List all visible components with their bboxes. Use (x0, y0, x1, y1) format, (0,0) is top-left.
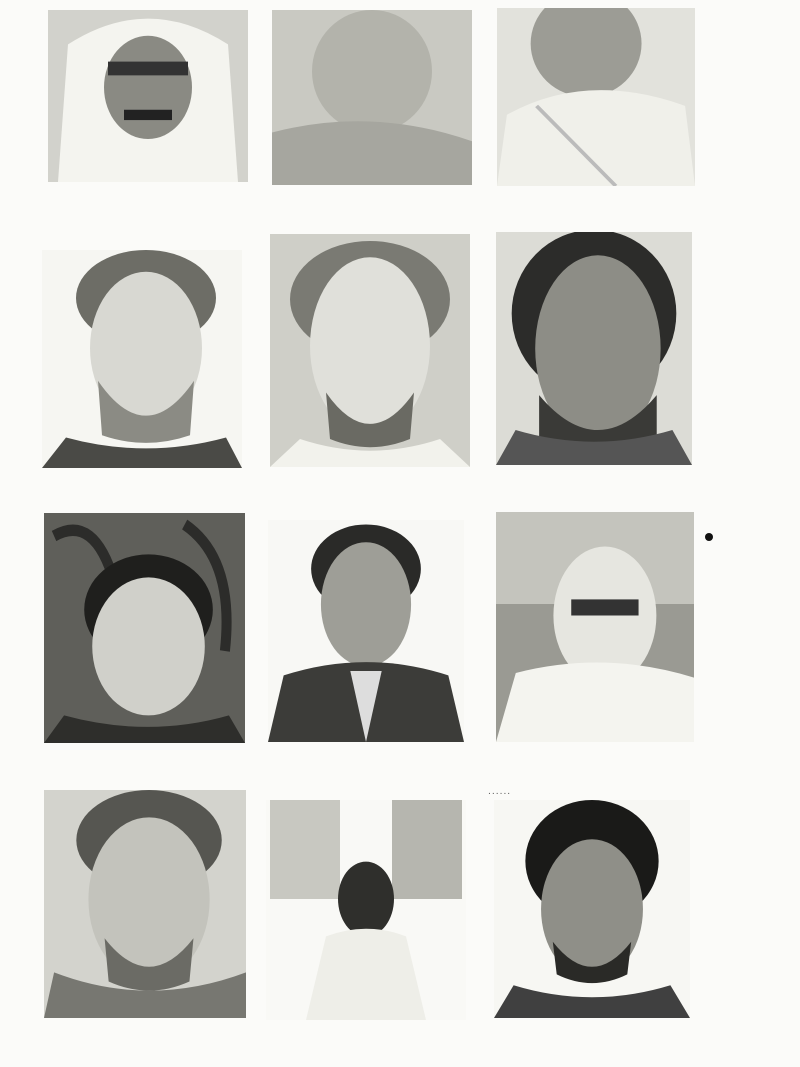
portrait-photo (270, 234, 470, 467)
portrait-photo (497, 8, 695, 186)
portrait-photo (44, 513, 245, 743)
portrait-photo (268, 520, 464, 742)
portrait-photo (494, 800, 690, 1018)
portrait-photo (42, 250, 242, 468)
ink-dot (705, 533, 713, 541)
portrait-photo (44, 790, 246, 1018)
portrait-photo (496, 232, 692, 465)
portrait-photo (272, 10, 472, 185)
portrait-photo (496, 512, 694, 742)
portrait-photo (48, 10, 248, 182)
stray-mark: ...... (488, 787, 512, 797)
portrait-photo (266, 800, 466, 1020)
